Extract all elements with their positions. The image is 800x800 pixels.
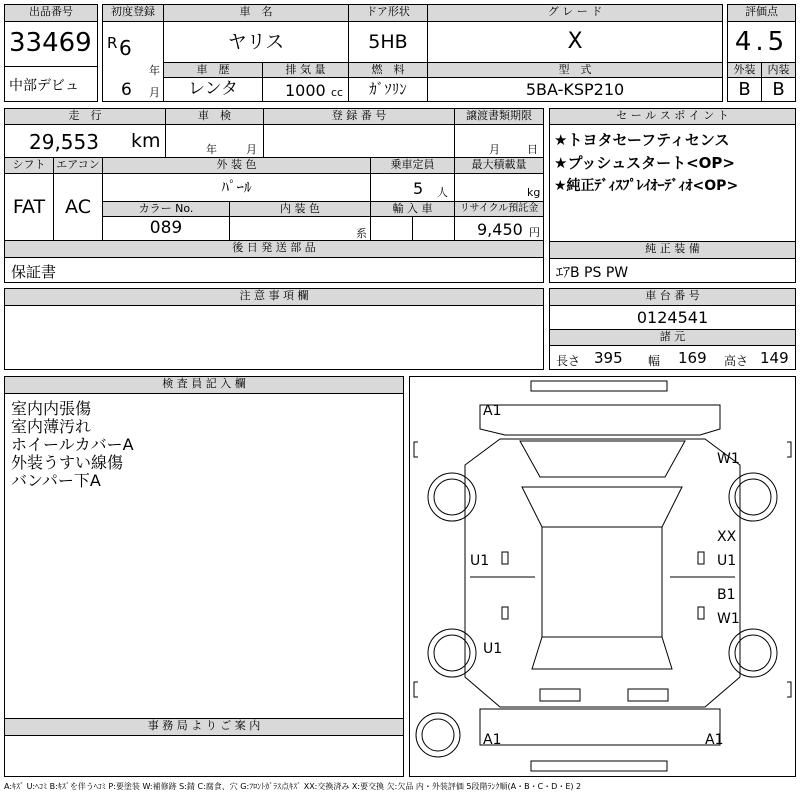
capacity-header: 乗車定員 — [370, 157, 455, 174]
height: 149 — [760, 349, 789, 367]
color-cell — [102, 173, 371, 202]
insp-month-unit: 月 — [246, 143, 257, 156]
load-cell — [454, 173, 544, 202]
exterior-color: ﾊﾟｰﾙ — [221, 178, 252, 196]
dims-header: 諸 元 — [549, 329, 796, 346]
inspector-line: 室内内張傷 — [11, 399, 92, 418]
rear-bumper-bottom — [531, 761, 667, 771]
wheel-lf — [428, 473, 476, 521]
inspector-header: 検 査 員 記 入 欄 — [4, 376, 404, 394]
transfer-header: 譲渡書類期限 — [454, 108, 544, 125]
door-header: ドア形状 — [348, 4, 428, 22]
model-code: 5BA-KSP210 — [525, 80, 625, 99]
ext-score-cell — [727, 77, 762, 102]
recycle-fee: 9,450 — [477, 220, 523, 239]
grade: X — [567, 29, 583, 54]
import-header: 輸 入 車 — [370, 201, 455, 217]
mileage-cell — [4, 124, 166, 158]
height-label: 高さ — [724, 354, 749, 368]
inspector-cell — [4, 393, 404, 719]
ext-score: B — [738, 79, 751, 100]
rear-window — [532, 637, 672, 669]
wheel-lr — [428, 629, 476, 677]
name-cell — [163, 21, 349, 63]
office-cell — [4, 735, 404, 777]
fuel-cell — [348, 77, 428, 102]
ac-cell — [53, 173, 103, 241]
capacity-unit: 人 — [437, 186, 448, 199]
damage-mark: A1 — [483, 732, 502, 748]
interior-header: 内 装 色 — [229, 201, 371, 217]
recycle-unit: 円 — [529, 226, 540, 239]
body-outline — [465, 439, 740, 707]
front-bumper-top — [531, 381, 667, 391]
width: 169 — [678, 349, 707, 367]
interior-cell — [229, 216, 371, 241]
chassis-cell — [549, 305, 796, 330]
damage-mark: A1 — [483, 403, 502, 419]
door-cell — [348, 21, 428, 63]
inspector-line: 外装うすい線傷 — [11, 453, 124, 472]
score-header: 評価点 — [727, 4, 796, 22]
legend: A:ｷｽﾞ U:ﾍｺﾐ B:ｷｽﾞを伴うﾍｺﾐ P:要塗装 W:補修跡 S:錆 C:腐食、穴 G:ﾌﾛﾝﾄｶﾞﾗｽ点ｷｽﾞ XX:交換済み X:要交換 欠:欠品 内・外装評価 5段階ﾗﾝｸ順(A・B・C・D・E) 2 — [4, 782, 582, 791]
reg-header: 初度登録 — [102, 4, 164, 22]
plate-cell — [263, 124, 455, 158]
car-diagram — [409, 376, 796, 777]
damage-mark: U1 — [483, 641, 503, 657]
parts-header: 後 日 発 送 部 品 — [4, 240, 544, 258]
load-header: 最大積載量 — [454, 157, 544, 174]
inspector-line: 室内薄汚れ — [11, 417, 92, 436]
history-header: 車 歴 — [163, 62, 263, 78]
score: 4.5 — [734, 27, 789, 57]
front-area — [480, 405, 720, 435]
era: R — [107, 34, 118, 52]
reg-cell — [102, 21, 164, 102]
damage-mark: A1 — [705, 732, 724, 748]
lot-number: 33469 — [9, 28, 92, 58]
windshield — [522, 487, 682, 527]
mileage: 29,553 — [29, 130, 99, 154]
sales-header: セ ー ル ス ポ イ ン ト — [549, 108, 796, 125]
equip-cell — [549, 258, 796, 283]
ac: AC — [65, 196, 91, 218]
model-header: 型 式 — [427, 62, 723, 78]
displacement-cell — [262, 77, 349, 102]
import-cell-2 — [412, 216, 455, 241]
chassis-header: 車 台 番 号 — [549, 288, 796, 306]
hood — [520, 441, 685, 477]
car-diagram-svg — [410, 377, 795, 776]
chassis-no: 0124541 — [636, 308, 709, 327]
debut-cell — [4, 66, 98, 102]
grade-cell — [427, 21, 723, 63]
capacity: 5 — [413, 179, 424, 198]
history-cell — [163, 77, 263, 102]
mileage-header: 走 行 — [4, 108, 166, 125]
ac-header: エアコン — [53, 157, 103, 174]
sales-item: ★プッシュスタート<OP> — [554, 154, 735, 172]
equipment: ｴｱB PS PW — [556, 265, 629, 281]
length: 395 — [594, 349, 623, 367]
insp-year-unit: 年 — [206, 143, 217, 156]
color-no: 089 — [149, 218, 183, 238]
car-history: レンタ — [188, 79, 238, 99]
sales-cell — [549, 124, 796, 242]
len-label: 長さ — [556, 354, 581, 368]
wheel-rf — [729, 473, 777, 521]
shift-header: シフト — [4, 157, 54, 174]
name-header: 車 名 — [163, 4, 349, 22]
sales-item: ★トヨタセーフティセンス — [554, 131, 730, 149]
lot-no-header: 出品番号 — [4, 4, 98, 22]
damage-mark: XX — [717, 529, 737, 545]
shift: FAT — [12, 196, 46, 218]
transfer-month-unit: 月 — [489, 143, 500, 156]
parts: 保証書 — [11, 263, 57, 281]
capacity-cell — [370, 173, 455, 202]
int-score: B — [772, 79, 785, 100]
model-cell — [427, 77, 723, 102]
int-header: 内装 — [761, 62, 796, 78]
plate-header: 登 録 番 号 — [263, 108, 455, 125]
transfer-day-unit: 日 — [527, 143, 538, 156]
fuel-type: ｶﾞｿﾘﾝ — [369, 80, 407, 98]
reg-month: 6 — [121, 80, 132, 100]
import-cell — [370, 216, 413, 241]
damage-mark: W1 — [717, 451, 740, 467]
dims-cell — [549, 345, 796, 370]
month-unit: 月 — [149, 86, 160, 99]
wheel-rr — [729, 629, 777, 677]
transfer-cell — [454, 124, 544, 158]
roof — [542, 527, 662, 637]
inspector-line: ホイールカバーA — [11, 435, 134, 454]
equip-header: 純 正 装 備 — [549, 241, 796, 259]
cc-unit: cc — [331, 86, 344, 99]
inspection-header: 車 検 — [165, 108, 264, 125]
damage-mark: U1 — [717, 553, 737, 569]
reg-year: 6 — [119, 36, 132, 60]
interior-unit: 系 — [356, 227, 367, 240]
damage-mark: B1 — [717, 587, 736, 603]
damage-mark: U1 — [470, 553, 490, 569]
year-unit: 年 — [149, 64, 160, 77]
color-no-header: カラー No. — [102, 201, 230, 217]
door-type: 5HB — [368, 31, 408, 53]
car-name: ヤリス — [227, 31, 285, 53]
office-header: 事 務 局 よ り ご 案 内 — [4, 718, 404, 736]
damage-mark: W1 — [717, 611, 740, 627]
notes-header: 注 意 事 項 欄 — [4, 288, 544, 306]
rear-area — [480, 709, 720, 745]
sales-item: ★純正ﾃﾞｨｽﾌﾟﾚｲｵｰﾃﾞｨｵ<OP> — [554, 178, 739, 194]
parts-cell — [4, 257, 544, 283]
spare-wheel — [416, 713, 460, 757]
color-no-cell — [102, 216, 230, 241]
shift-cell — [4, 173, 54, 241]
inspection-cell — [165, 124, 264, 158]
lot-no-cell — [4, 21, 98, 67]
notes-cell — [4, 305, 544, 370]
recycle-cell — [454, 216, 544, 241]
debut-label: 中部デビュ — [9, 78, 79, 94]
load-unit: kg — [527, 186, 541, 199]
grade-header: グ レ ー ド — [427, 4, 723, 22]
displacement-header: 排 気 量 — [262, 62, 349, 78]
displacement: 1000 — [285, 81, 326, 100]
ext-header: 外装 — [727, 62, 762, 78]
width-label: 幅 — [648, 354, 661, 368]
fuel-header: 燃 料 — [348, 62, 428, 78]
inspector-line: バンパー下A — [11, 471, 101, 490]
recycle-header: リサイクル預託金 — [454, 201, 544, 217]
int-score-cell — [761, 77, 796, 102]
score-cell — [727, 21, 796, 63]
color-header: 外 装 色 — [102, 157, 371, 174]
km-unit: km — [131, 130, 161, 152]
